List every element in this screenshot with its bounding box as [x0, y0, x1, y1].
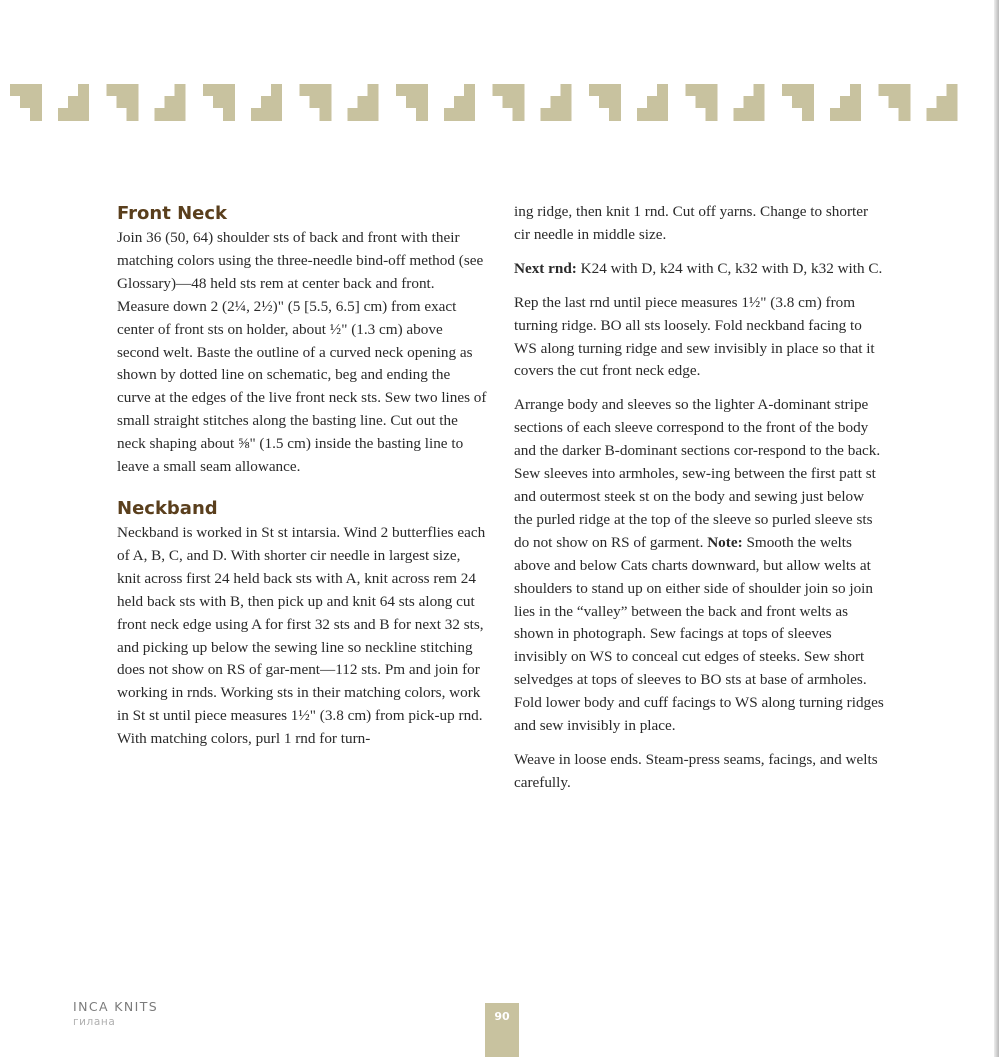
paragraph-next-rnd: [514, 258, 884, 281]
paragraph-front-neck: Join 36 (50, 64) shoulder sts of back and front with their matching colors using the three-needle bind-off method (see Glossary)—48 held sts rem at center back and front. Measure down 2 (2¼, 2½)" (5 [5.5, 6.5] cm) from exact center of front sts on holder, about ½" (1.3 cm) above second welt. Baste the outline of a curved neck opening as shown by dotted line on schematic, beg and ending the curve at the edges of the live front neck sts. Sew two lines of small straight stitches along the basting line. Cut out the neck shaping about ⅝" (1.5 cm) inside the basting line to leave a small seam allowance.: [117, 229, 487, 476]
stepped-motif-lower: [251, 84, 282, 121]
stepped-pattern-icon: [10, 84, 962, 121]
page-number: 90: [494, 1010, 510, 1023]
stepped-motif-upper: [589, 84, 621, 121]
paragraph-arrange: [514, 394, 884, 738]
left-column: [117, 201, 487, 751]
stepped-motif-upper: [782, 84, 814, 121]
stepped-motif-upper: [493, 84, 525, 121]
heading-neckband: Neckband: [117, 497, 218, 519]
stepped-motif-lower: [58, 84, 89, 121]
paragraph-weave: Weave in loose ends. Steam-press seams, facings, and welts carefully.: [514, 750, 878, 791]
stepped-motif-lower: [348, 84, 379, 121]
stepped-motif-lower: [927, 84, 958, 121]
book-title: INCA KNITS: [73, 999, 159, 1014]
next-rnd-text: K24 with D, k24 with C, k32 with D, k32 with C.: [576, 259, 883, 277]
stepped-motif-upper: [879, 84, 911, 121]
stepped-motif-lower: [444, 84, 475, 121]
page-edge-shadow: [994, 0, 999, 1057]
stepped-motif-upper: [203, 84, 235, 121]
stepped-motif-upper: [396, 84, 428, 121]
stepped-motif-lower: [541, 84, 572, 121]
note-label: Note:: [707, 533, 743, 551]
stepped-motif-upper: [300, 84, 332, 121]
arrange-text-a: Arrange body and sleeves so the lighter A-dominant stripe sections of each sleeve correspond to the front of the body and the darker B-dominant sections cor-respond to the back. Sew sleeves into armholes, sew-ing between the first patt st and outermost steek st on the body and sewing just below the purled ridge at the top of the sleeve so purled sleeve sts do not show on RS of garment.: [514, 396, 881, 551]
right-column: [514, 201, 884, 806]
stepped-motif-lower: [830, 84, 861, 121]
stepped-motif-lower: [155, 84, 186, 121]
stepped-motif-upper: [686, 84, 718, 121]
decorative-border-band: [10, 84, 962, 121]
next-rnd-label: Next rnd:: [514, 259, 577, 277]
stepped-motif-lower: [637, 84, 668, 121]
stepped-motif-upper: [107, 84, 139, 121]
arrange-text-b: Smooth the welts above and below Cats charts downward, but allow welts at shoulders to stand up on either side of shoulder join so join lies in the “valley” between the back and front welts as shown in photograph. Sew facings at tops of sleeves invisibly on WS to conceal cut edges of steeks. Sew short selvedges at tops of sleeves to BO sts at base of armholes. Fold lower body and cuff facings to WS along turning ridges and sew invisibly in place.: [514, 533, 884, 735]
watermark-text: гилана: [73, 1016, 116, 1028]
heading-front-neck: Front Neck: [117, 203, 227, 224]
stepped-motif-upper: [10, 84, 42, 121]
paragraph-continued: ing ridge, then knit 1 rnd. Cut off yarns. Change to shorter cir needle in middle size.: [514, 203, 869, 243]
paragraph-rep: Rep the last rnd until piece measures 1½" (3.8 cm) from turning ridge. BO all sts loosely. Fold neckband facing to WS along turning ridge and sew invisibly in place so that it covers the cut front neck edge.: [514, 293, 875, 380]
paragraph-neckband: Neckband is worked in St st intarsia. Wind 2 butterflies each of A, B, C, and D. With shorter cir needle in largest size, knit across first 24 held back sts with A, knit across rem 24 held back sts with B, then pick up and knit 64 sts along cut front neck edge using A for first 32 sts and B for next 32 sts, and picking up below the sewing line so neckline stitching does not show on RS of gar-ment—112 sts. Pm and join for working in rnds. Working sts in their matching colors, work in St st until piece measures 1½" (3.8 cm) from pick-up rnd. With matching colors, purl 1 rnd for turn-: [117, 523, 486, 748]
stepped-motif-lower: [734, 84, 765, 121]
